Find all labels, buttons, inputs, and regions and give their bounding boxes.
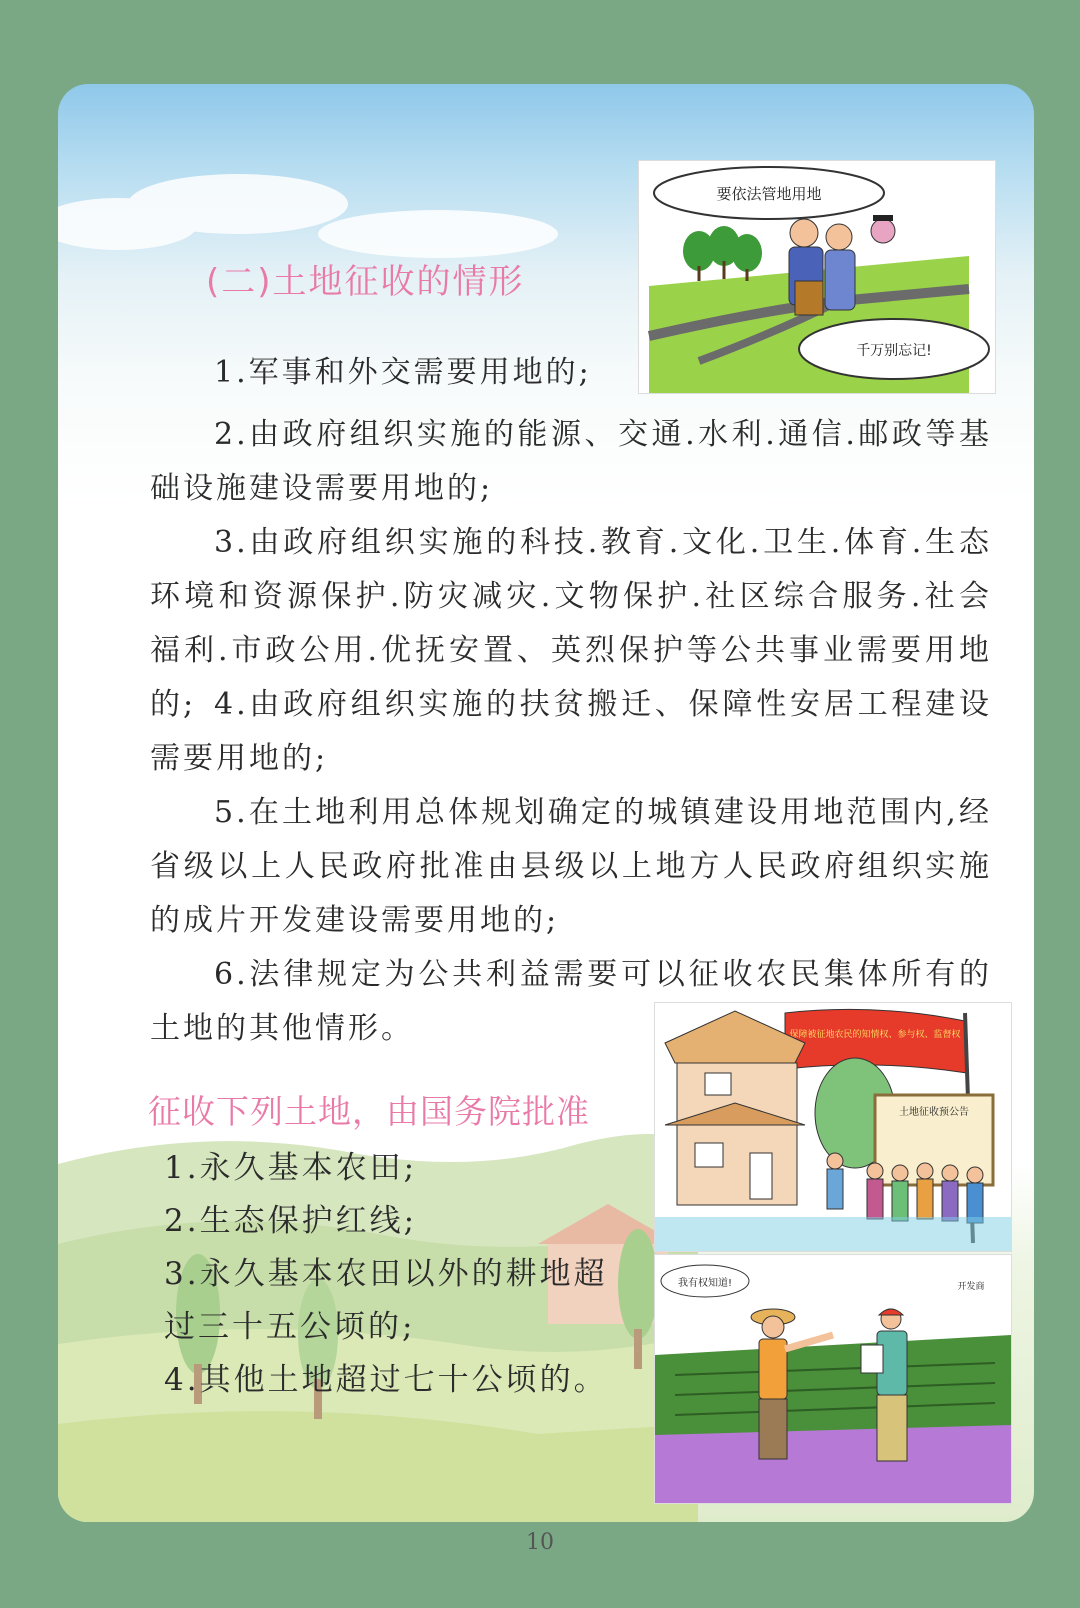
sign-text: 开发商	[957, 1282, 985, 1292]
rights-illustration	[654, 1254, 1012, 1504]
cloud-decoration	[58, 174, 558, 258]
list-item: 2.由政府组织实施的能源、交通.水利.通信.邮政等基础设施建设需要用地的;	[150, 417, 992, 506]
section-heading: (二)土地征收的情形	[206, 262, 525, 302]
approval-item: 2.生态保护红线;	[164, 1203, 418, 1239]
approval-item: 3.永久基本农田以外的耕地超过三十五公顷的;	[164, 1256, 608, 1345]
list-item: 4.由政府组织实施的扶贫搬迁、保障性安居工程建设需要用地的;	[150, 687, 992, 776]
list-item: 5.在土地利用总体规划确定的城镇建设用地范围内,经省级以上人民政府批准由县级以上地方人民政府组织实施的成片开发建设需要用地的;	[150, 795, 992, 938]
bubble-bottom-text: 千万别忘记!	[856, 343, 932, 359]
approval-item: 1.永久基本农田;	[164, 1150, 418, 1186]
land-law-illustration	[638, 160, 996, 394]
speech-bubble-text: 我有权知道!	[677, 1278, 733, 1289]
list-item: 1.军事和外交需要用地的;	[214, 355, 592, 390]
notice-illustration	[654, 1002, 1012, 1252]
notice-board-text: 土地征收预公告	[899, 1107, 969, 1118]
banner-text: 保障被征地农民的知情权、参与权、监督权	[789, 1030, 961, 1040]
page-number: 10	[526, 1530, 554, 1555]
approval-heading: 征收下列土地，由国务院批准	[148, 1092, 590, 1131]
list-item: 6.法律规定为公共利益需要可以征收农民集体所有的土地的其他情形。	[150, 957, 992, 1046]
approval-list	[164, 1142, 624, 1407]
list-item: 3.由政府组织实施的科技.教育.文化.卫生.体育.生态环境和资源保护.防灾减灾.文物保护.社区综合服务.社会福利.市政公用.优抚安置、英烈保护等公共事业需要用地的;	[150, 525, 992, 722]
bubble-top-text: 要依法管地用地	[716, 185, 822, 203]
page-card	[58, 84, 1034, 1522]
approval-item: 4.其他土地超过七十公顷的。	[164, 1362, 608, 1398]
